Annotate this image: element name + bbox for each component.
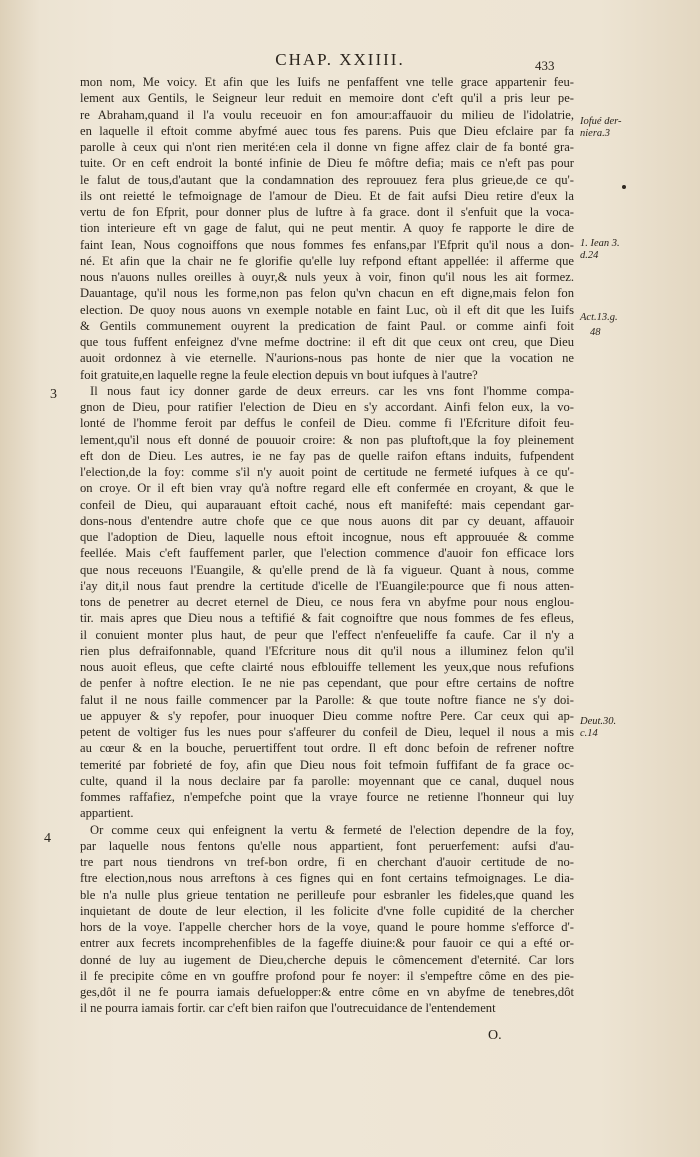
margin-note: c.14 <box>580 728 598 739</box>
paragraph-number: 4 <box>44 831 51 846</box>
text-line: en laquelle il eftoit comme abyfmé auec tous fes parens. Puis que Dieu efclaire par fa <box>80 123 574 138</box>
text-line: hors de la voye. I'appelle chercher hors de la voye, quand le poure homme s'efforce d'- <box>80 920 574 934</box>
text-line: lement,qu'il nous eft donné de pouuoir croire: & non pas pluftoft,que la foy pleinement <box>80 432 574 447</box>
text-line: & Gentils communement ouyrent la predication de faint Paul. or comme ainfi foit <box>80 318 574 333</box>
text-line: par laquelle nous fentons qu'elle nous appartient, font peruerfement: aufsi d'au- <box>80 838 574 853</box>
text-line: tons de penetrer au decret eternel de Dieu, ce nous fera vn abyfme pour nous englou- <box>80 595 574 609</box>
text-line: ils ont reietté le tefmoignage de l'amour de Dieu. Et de fait aufsi Dieu retire d'eux la <box>80 188 574 203</box>
text-line: i'ay dit,il nous faut prendre la certitude d'icelle de l'Euangile:pource que fi nous atten- <box>80 578 574 593</box>
text-line: eft don de Dieu. Les autres, ie ne fay pas de quelle raifon eftans induits, fufpendent <box>80 448 574 463</box>
text-line: il ne pourra iamais fortir. car c'eft bien raifon que l'outrecuidance de l'entendement <box>80 1001 496 1016</box>
text-line: le falut de tous,d'autant que la condamnation des reprouuez fera plus grieue,de ce qu'- <box>80 172 574 187</box>
text-line: lement aux Gentils, le Seigneur leur reduit en memoire dont c'eft qu'il a pris leur pe- <box>80 91 574 106</box>
text-line: nous n'auons nulles oreilles à ouyr,& nuls yeux à voir, finon qu'il nous les ait formez. <box>80 270 574 284</box>
margin-note: Act.13.g. <box>580 312 618 323</box>
text-line: il conuient monter plus haut, de peur que l'effect n'enfeueliffe fa caufe. Car il n'y a <box>80 627 574 642</box>
text-line: tir. mais apres que Dieu nous a teftifié & fait cognoiftre que nous fommes de fes efleus, <box>80 611 574 626</box>
text-line: de penfer à noftre election. Ie ne nie pas cependant, que pour eftre certains de noftre <box>80 676 574 691</box>
text-line: ue appuyer & s'y repofer, pour inuoquer Dieu comme noftre Pere. Car ceux qui ap- <box>80 708 574 723</box>
text-line: falut il ne nous faille commencer par la Parolle: & que toute noftre fiance ne s'y doi- <box>80 692 574 707</box>
text-line: foit gratuite,en laquelle regne la feule election depuis vn bout iufques à l'autre? <box>80 367 478 382</box>
catchword: O. <box>488 1028 502 1043</box>
text-line: Or comme ceux qui enfeignent la vertu & fermeté de l'election dependre de la foy, <box>90 822 574 837</box>
text-line: culte, quand il la nous declaire par fa parolle: moyennant que ce canal, duquel nous <box>80 773 574 788</box>
text-line: ges,dôt il ne fe pourra iamais defuelopper:& entre côme en vn abyfme de tenebres,dôt <box>80 985 574 999</box>
ink-speck <box>622 185 626 189</box>
text-line: que l'adoption de Dieu, laquelle nous eftoit incognue, nous eft approuuée & comme <box>80 530 574 544</box>
text-line: tuite. Or en ceft endroit la bonté infinie de Dieu fe môftre defia; mais ce n'eft pas pour <box>80 156 574 171</box>
margin-note: 1. Iean 3. <box>580 238 620 249</box>
text-line: que nous receuons l'Euangile, & qu'elle prend de là fa vigueur. Quant à nous, comme <box>80 562 574 577</box>
text-line: re Abraham,quand il l'a voulu receuoir en fon amour:affauoir du milieu de l'idolatrie, <box>80 107 574 122</box>
body-text <box>80 74 574 1017</box>
text-line: dons-nous d'entendre autre chofe que ce que nous auons dit par cy deuant, affauoir <box>80 513 574 528</box>
text-line: election. De quoy nous auons vn exemple notable en faint Luc, où il eft dit que les Iuifs <box>80 302 574 317</box>
text-line: ble n'a nulle plus grieue tentation ne perilleufe pour esbranler les fideles,que quand les <box>80 887 574 902</box>
text-line: rien plus defraifonnable, quand l'Efcriture nous dit qu'il nous a illuminez felon qu'il <box>80 643 574 658</box>
text-line: petent de voltiger fus les nues pour s'affeurer du confeil de Dieu, lequel il nous a mis <box>80 725 574 739</box>
text-line: temerité par fobrieté de foy, afin que Dieu nous foit tefmoin fuffifant de fa grace oc- <box>80 757 574 772</box>
text-line: entrer aux fecrets incomprehenfibles de la fageffe diuine:& pour fauoir ce qui a efté or- <box>80 936 574 951</box>
text-line: appartient. <box>80 806 134 821</box>
text-line: faint Iean, Nous cognoiffons que nous fommes fes enfans,par l'Efprit qu'il nous a don- <box>80 237 574 252</box>
margin-note: niera.3 <box>580 128 611 139</box>
text-line: parolle à ceux qui n'ont rien merité:en cela il donne vn figne affez clair de fa bonté gra- <box>80 140 574 154</box>
text-line: vertu de fon Efprit, pour donner plus de luftre à fa grace. dont il s'enfuit que la voca- <box>80 205 574 219</box>
text-line: l'election,de la foy: comme s'il n'y auoit point de certitude ne fermeté iufques à ce qu'- <box>80 465 574 479</box>
margin-note: Iofué der- <box>580 116 622 127</box>
text-line: inquietant de doute de leur election, il les folicite d'vne folle cupidité de la chercher <box>80 903 574 918</box>
text-line: confeil de Dieu, qui auparauant eftoit caché, nous eft manifefté: mais cependant gar- <box>80 497 574 512</box>
text-line: Il nous faut icy donner garde de deux erreurs. car les vns font l'homme compa- <box>90 383 574 398</box>
text-line: tre part nous tiendrons vn tref-bon ordre, fi en cherchant d'auoir certitude de no- <box>80 855 574 869</box>
text-line: lonté de l'homme feroit par deffus le confeil de Dieu. comme fi l'Efcriture difoit feu- <box>80 416 574 431</box>
text-line: mon nom, Me voicy. Et afin que les Iuifs ne penfaffent vne telle grace appartenir feu- <box>80 75 574 89</box>
text-line: auoit ordonnez à vie eternelle. N'aurions-nous pas honte de nier que la vocation ne <box>80 351 574 366</box>
text-line: gnon de Dieu, pour ratifier l'election de Dieu en s'y accordant. Ainfi felon eux, la vo- <box>80 400 574 414</box>
text-line: nous auoit efleus, que cefte clairté nous efblouiffe tellement les yeux,que nous refufions <box>80 660 574 674</box>
margin-note: d.24 <box>580 250 599 261</box>
text-line: feellée. Mais c'eft fauffement parler, que l'election commence d'auoir fon efficace lors <box>80 546 574 561</box>
text-line: que tous fuffent enfeignez d'vne mefme doctrine: il eft dit que ceux ont creu, que Dieu <box>80 335 574 349</box>
text-line: au cœur & en la bouche, peruertiffent tout ordre. Il eft donc befoin de refrener noftre <box>80 741 574 756</box>
text-line: il fe precipite côme en vn gouffre profond pour fe noyer: il s'empeftre côme en des pie- <box>80 968 574 983</box>
text-line: donné de luy au iugement de Dieu,cherche depuis le cômencement d'eternité. Car lors <box>80 952 574 967</box>
text-line: Dauantage, qu'il nous les forme,non pas felon qu'vn chacun en eft digne,mais felon fon <box>80 286 574 301</box>
text-line: fommes raffafiez, n'empefche point que la vraye fource ne retienne l'honneur qui luy <box>80 790 574 804</box>
paragraph-number: 3 <box>50 387 57 402</box>
text-line: ftre election,nous nous arreftons à ces fignes qui en font certains tefmoignages. Le dia- <box>80 871 574 886</box>
margin-note: 48 <box>590 327 601 338</box>
margin-note: Deut.30. <box>580 716 617 727</box>
running-head: CHAP. XXIIII. <box>275 50 405 69</box>
text-line: né. Et afin que la chair ne fe glorifie qu'elle luy refpond eftant appellée: il afferme que <box>80 253 574 268</box>
page-number: 433 <box>535 58 555 73</box>
text-line: tion interieure eft vn gage de falut, qui ne peut mentir. A quoy fe rapporte le dire de <box>80 221 574 236</box>
text-line: on croye. Or il eft bien vray qu'à noftre regard elle eft confermée en croyant, & que le <box>80 481 574 496</box>
